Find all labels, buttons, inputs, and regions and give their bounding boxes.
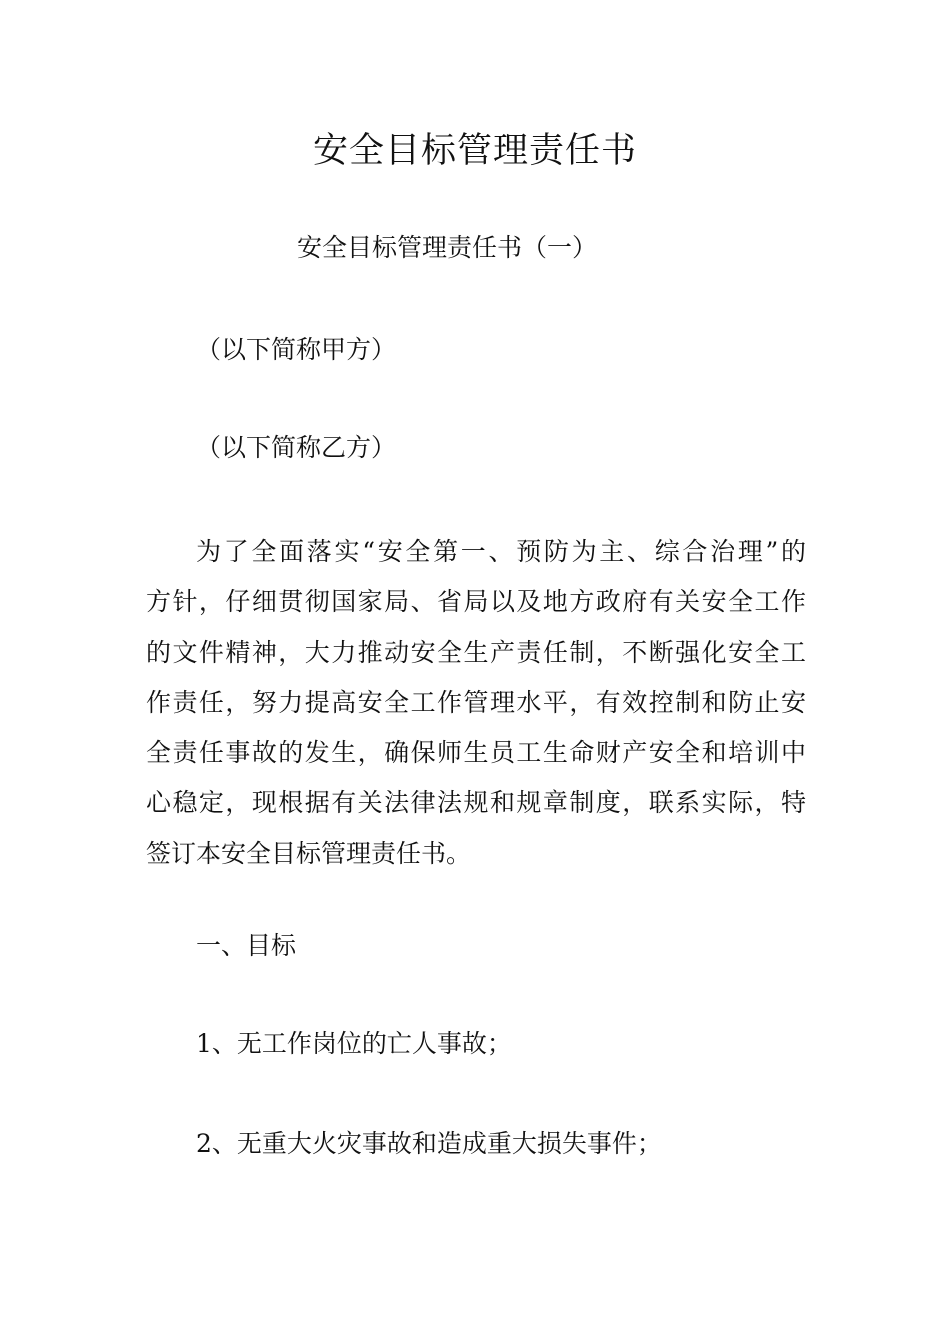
document-title: 安全目标管理责任书 bbox=[312, 131, 637, 171]
paragraph-line: 作责任，努力提高安全工作管理水平，有效控制和防止安 bbox=[146, 687, 806, 717]
party-b-line: （以下简称乙方） bbox=[196, 433, 397, 462]
paragraph-line: 心稳定，现根据有关法律法规和规章制度，联系实际，特 bbox=[146, 788, 806, 818]
paragraph-line: 的文件精神，大力推动安全生产责任制，不断强化安全工 bbox=[146, 637, 806, 667]
paragraph-line: 为了全面落实“安全第一、预防为主、综合治理”的 bbox=[196, 537, 806, 566]
paragraph-line: 签订本安全目标管理责任书。 bbox=[146, 838, 472, 868]
paragraph-line: 全责任事故的发生，确保师生员工生命财产安全和培训中 bbox=[146, 738, 806, 768]
goal-item: 2、无重大火灾事故和造成重大损失事件； bbox=[196, 1129, 662, 1158]
document-subtitle: 安全目标管理责任书（一） bbox=[297, 233, 598, 262]
goal-item: 1、无工作岗位的亡人事故； bbox=[196, 1029, 512, 1058]
party-a-line: （以下简称甲方） bbox=[196, 335, 397, 364]
intro-paragraph bbox=[146, 527, 806, 879]
paragraph-line: 方针，仔细贯彻国家局、省局以及地方政府有关安全工作 bbox=[146, 587, 806, 617]
section-heading: 一、目标 bbox=[196, 931, 297, 960]
